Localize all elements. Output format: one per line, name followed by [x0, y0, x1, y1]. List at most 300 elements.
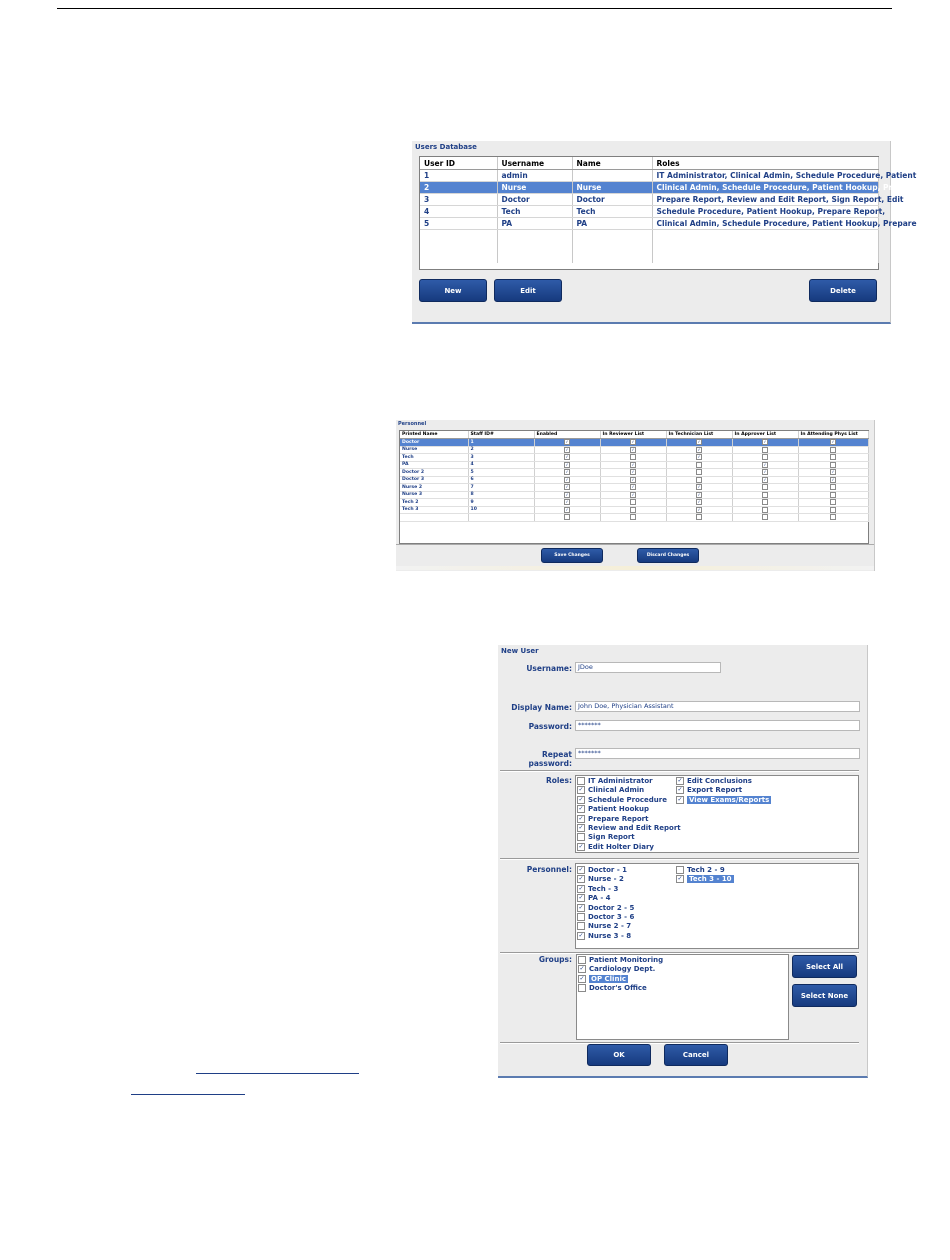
- name-cell: Tech: [572, 206, 652, 218]
- personnel-row[interactable]: [400, 514, 868, 522]
- checkbox-cell: [534, 476, 600, 484]
- role-option[interactable]: [577, 843, 654, 852]
- delete-user-button[interactable]: Delete: [809, 279, 877, 302]
- empty-row: [420, 252, 878, 263]
- personnel-option-label: Tech 2 - 9: [687, 866, 725, 874]
- roles-list[interactable]: [575, 775, 859, 853]
- approver-list-checkbox[interactable]: [762, 507, 768, 513]
- column-header-reviewer-list[interactable]: In Reviewer List: [600, 431, 666, 439]
- checkbox[interactable]: ✓: [578, 894, 584, 902]
- checkbox-cell: [666, 454, 732, 462]
- approver-list-checkbox[interactable]: [762, 492, 768, 498]
- attending-phys-list-checkbox[interactable]: [830, 514, 836, 520]
- technician-list-checkbox[interactable]: [696, 469, 702, 475]
- role-option[interactable]: [577, 786, 644, 795]
- checkbox-cell: [732, 461, 798, 469]
- attending-phys-list-checkbox[interactable]: ✓: [831, 476, 835, 482]
- personnel-row[interactable]: [400, 469, 868, 477]
- empty-cell: [497, 241, 572, 252]
- enabled-checkbox[interactable]: ✓: [565, 469, 569, 474]
- username-input[interactable]: JDoe: [575, 662, 721, 673]
- checkbox-cell: [732, 514, 798, 522]
- group-option[interactable]: [578, 984, 647, 993]
- role-option[interactable]: [676, 786, 742, 795]
- attending-phys-list-checkbox[interactable]: ✓: [831, 439, 835, 444]
- checkbox-cell: [534, 469, 600, 477]
- checkbox-cell: [732, 484, 798, 492]
- attending-phys-list-checkbox[interactable]: [830, 492, 836, 498]
- checkbox-cell: [732, 439, 798, 447]
- checkbox-cell: [534, 446, 600, 454]
- personnel-option-label: PA - 4: [588, 894, 611, 903]
- checkbox-cell: [732, 454, 798, 462]
- roles-cell: IT Administrator, Clinical Admin, Schedule Procedure, Patient: [652, 170, 878, 182]
- personnel-option[interactable]: [577, 875, 624, 884]
- roles-cell: Clinical Admin, Schedule Procedure, Patient Hookup, Prepare: [652, 182, 878, 194]
- checkbox[interactable]: ✓: [578, 866, 584, 873]
- hyperlink-underline[interactable]: [196, 1073, 359, 1074]
- reviewer-list-checkbox[interactable]: ✓: [631, 491, 635, 497]
- personnel-table: [399, 430, 869, 544]
- checkbox-cell: [798, 461, 868, 469]
- checkbox-cell: [600, 506, 666, 514]
- users-table-header: [420, 157, 878, 170]
- staff-id-cell: 1: [468, 439, 534, 447]
- personnel-label: Personnel:: [526, 865, 572, 874]
- reviewer-list-checkbox[interactable]: [630, 499, 636, 505]
- technician-list-checkbox[interactable]: [696, 514, 702, 520]
- reviewer-list-checkbox[interactable]: ✓: [631, 476, 635, 482]
- checkbox-cell: [600, 461, 666, 469]
- reviewer-list-checkbox[interactable]: ✓: [631, 461, 635, 467]
- checkbox[interactable]: ✓: [578, 795, 584, 803]
- checkbox-cell: [600, 484, 666, 492]
- checkbox[interactable]: [577, 913, 585, 921]
- printed-name-cell: PA: [400, 461, 468, 469]
- group-option-label: Doctor's Office: [589, 984, 647, 993]
- role-option-label: Review and Edit Report: [588, 824, 681, 832]
- technician-list-checkbox[interactable]: ✓: [697, 491, 701, 497]
- checkbox-cell: [600, 454, 666, 462]
- empty-cell: [572, 241, 652, 252]
- checkbox-cell: [600, 439, 666, 447]
- technician-list-checkbox[interactable]: ✓: [697, 499, 701, 504]
- checkbox-cell: [798, 439, 868, 447]
- staff-id-cell: 6: [468, 476, 534, 484]
- personnel-row[interactable]: [400, 439, 868, 447]
- checkbox-cell: [798, 469, 868, 477]
- checkbox-cell: [732, 446, 798, 454]
- username-cell: PA: [497, 218, 572, 230]
- checkbox-cell: [798, 484, 868, 492]
- staff-id-cell: 2: [468, 446, 534, 454]
- username-cell: Tech: [497, 206, 572, 218]
- personnel-option-label: Nurse 2 - 7: [588, 922, 632, 931]
- personnel-row[interactable]: [400, 461, 868, 469]
- checkbox-cell: [666, 484, 732, 492]
- group-option[interactable]: [578, 956, 663, 965]
- role-option[interactable]: [577, 805, 649, 814]
- personnel-row[interactable]: [400, 484, 868, 492]
- reviewer-list-checkbox[interactable]: ✓: [631, 469, 635, 474]
- checkbox[interactable]: ✓: [677, 777, 683, 784]
- role-option[interactable]: [577, 777, 653, 786]
- checkbox-cell: [798, 491, 868, 499]
- checkbox[interactable]: ✓: [677, 786, 683, 794]
- attending-phys-list-checkbox[interactable]: [830, 454, 836, 460]
- role-option[interactable]: [577, 796, 667, 805]
- name-cell: [572, 170, 652, 182]
- personnel-option-label: Nurse 3 - 8: [588, 931, 632, 940]
- personnel-row[interactable]: [400, 446, 868, 454]
- roles-label: Roles:: [545, 776, 572, 785]
- checkbox-cell: [534, 484, 600, 492]
- column-header-technician-list[interactable]: In Technician List: [666, 431, 732, 439]
- enabled-checkbox[interactable]: ✓: [565, 454, 569, 459]
- role-option-label: Clinical Admin: [588, 786, 645, 795]
- checkbox-cell: [534, 506, 600, 514]
- attending-phys-list-checkbox[interactable]: [830, 447, 836, 453]
- approver-list-checkbox[interactable]: ✓: [763, 461, 767, 467]
- roles-cell: Schedule Procedure, Patient Hookup, Prepare Report,: [652, 206, 878, 218]
- personnel-option[interactable]: [577, 932, 631, 941]
- user-id-cell: 2: [420, 182, 497, 194]
- checkbox[interactable]: [577, 833, 585, 841]
- personnel-option[interactable]: [577, 913, 634, 922]
- checkbox[interactable]: [577, 777, 585, 785]
- checkbox-cell: [732, 491, 798, 499]
- discard-changes-button[interactable]: Discard Changes: [637, 548, 699, 563]
- checkbox-cell: [666, 514, 732, 522]
- reviewer-list-checkbox[interactable]: [630, 507, 636, 513]
- reviewer-list-checkbox[interactable]: ✓: [631, 446, 635, 452]
- role-option-label: IT Administrator: [588, 777, 653, 785]
- username-cell: Nurse: [497, 182, 572, 194]
- personnel-footer: [396, 544, 874, 567]
- checkbox-cell: [666, 499, 732, 507]
- staff-id-cell: 3: [468, 454, 534, 462]
- printed-name-cell: Doctor 3: [400, 476, 468, 484]
- personnel-option[interactable]: [676, 866, 725, 875]
- checkbox[interactable]: [676, 866, 684, 874]
- enabled-checkbox[interactable]: ✓: [565, 506, 569, 512]
- checkbox-cell: [666, 446, 732, 454]
- enabled-checkbox[interactable]: ✓: [565, 484, 569, 489]
- checkbox-cell: [798, 506, 868, 514]
- role-option[interactable]: [676, 777, 752, 786]
- enabled-checkbox[interactable]: ✓: [565, 499, 569, 504]
- technician-list-checkbox[interactable]: ✓: [697, 454, 701, 459]
- empty-cell: [420, 230, 497, 242]
- checkbox-cell: [600, 446, 666, 454]
- empty-cell: [497, 252, 572, 263]
- display-name-input[interactable]: John Doe, Physician Assistant: [575, 701, 860, 712]
- printed-name-cell: Nurse 2: [400, 484, 468, 492]
- checkbox-cell: [600, 469, 666, 477]
- personnel-option-label: Doctor - 1: [588, 866, 628, 874]
- checkbox[interactable]: [577, 922, 585, 930]
- column-header-enabled[interactable]: Enabled: [534, 431, 600, 439]
- username-cell: Doctor: [497, 194, 572, 206]
- technician-list-checkbox[interactable]: ✓: [697, 439, 701, 444]
- personnel-option[interactable]: [577, 904, 634, 913]
- checkbox-cell: [732, 469, 798, 477]
- users-table: [419, 156, 917, 270]
- repeat-password-label: Repeat password:: [528, 750, 572, 768]
- checkbox[interactable]: ✓: [578, 805, 584, 813]
- checkbox-cell: [798, 454, 868, 462]
- roles-cell: Prepare Report, Review and Edit Report, Sign Report, Edit: [652, 194, 878, 206]
- checkbox-cell: [666, 506, 732, 514]
- personnel-list[interactable]: [575, 863, 859, 949]
- checkbox-cell: [534, 454, 600, 462]
- password-label: Password:: [528, 722, 572, 731]
- checkbox-cell: [798, 476, 868, 484]
- checkbox[interactable]: ✓: [578, 824, 584, 831]
- reviewer-list-checkbox[interactable]: [630, 514, 636, 520]
- user-id-cell: 3: [420, 194, 497, 206]
- printed-name-cell: Tech: [400, 454, 468, 462]
- enabled-checkbox[interactable]: ✓: [565, 446, 569, 452]
- checkbox[interactable]: ✓: [579, 965, 585, 973]
- checkbox-cell: [534, 514, 600, 522]
- empty-cell: [572, 252, 652, 263]
- role-option-label: Schedule Procedure: [588, 795, 667, 804]
- staff-id-cell: 4: [468, 461, 534, 469]
- role-option-label: View Exams/Reports: [689, 795, 770, 804]
- user-row[interactable]: [420, 194, 878, 206]
- role-option[interactable]: [577, 833, 635, 842]
- reviewer-list-checkbox[interactable]: ✓: [631, 439, 635, 444]
- groups-list[interactable]: [576, 954, 789, 1040]
- column-header-staff-id[interactable]: Staff ID#: [468, 431, 534, 439]
- attending-phys-list-checkbox[interactable]: [830, 462, 836, 468]
- printed-name-cell: [400, 514, 468, 522]
- enabled-checkbox[interactable]: [564, 514, 570, 520]
- separator: [500, 858, 859, 860]
- checkbox-cell: [666, 469, 732, 477]
- separator: [500, 770, 859, 772]
- checkbox[interactable]: ✓: [578, 875, 584, 883]
- personnel-option[interactable]: [577, 885, 618, 894]
- checkbox-cell: [534, 491, 600, 499]
- username-label: Username:: [526, 664, 572, 673]
- password-input[interactable]: *******: [575, 720, 860, 731]
- user-id-cell: 4: [420, 206, 497, 218]
- new-user-dialog: [498, 645, 868, 1078]
- checkbox-cell: [732, 499, 798, 507]
- checkbox[interactable]: ✓: [578, 884, 584, 892]
- checkbox-cell: [666, 476, 732, 484]
- empty-cell: [497, 230, 572, 242]
- technician-list-checkbox[interactable]: ✓: [697, 484, 701, 489]
- group-option[interactable]: [578, 975, 628, 984]
- attending-phys-list-checkbox[interactable]: [830, 484, 836, 490]
- save-changes-button[interactable]: Save Changes: [541, 548, 603, 563]
- name-cell: Nurse: [572, 182, 652, 194]
- hyperlink-underline[interactable]: [131, 1094, 245, 1095]
- personnel-title: Personnel: [398, 421, 427, 427]
- name-cell: Doctor: [572, 194, 652, 206]
- approver-list-checkbox[interactable]: ✓: [763, 439, 767, 444]
- staff-id-cell: 8: [468, 491, 534, 499]
- personnel-bottom-strip: [396, 566, 874, 570]
- attending-phys-list-checkbox[interactable]: [830, 499, 836, 505]
- select-none-button[interactable]: Select None: [792, 984, 857, 1007]
- checkbox[interactable]: ✓: [578, 814, 584, 822]
- roles-cell: Clinical Admin, Schedule Procedure, Patient Hookup, Prepare: [652, 218, 878, 230]
- new-user-button[interactable]: New: [419, 279, 487, 302]
- column-header-attending-phys-list[interactable]: In Attending Phys List: [798, 431, 868, 439]
- users-database-panel: [412, 141, 917, 324]
- personnel-option-label: Tech - 3: [588, 884, 619, 893]
- approver-list-checkbox[interactable]: [762, 447, 768, 453]
- checkbox[interactable]: ✓: [578, 903, 584, 911]
- staff-id-cell: 10: [468, 506, 534, 514]
- checkbox[interactable]: ✓: [677, 875, 683, 883]
- user-row[interactable]: [420, 182, 878, 194]
- checkbox-cell: [798, 446, 868, 454]
- printed-name-cell: Doctor 2: [400, 469, 468, 477]
- technician-list-checkbox[interactable]: ✓: [697, 506, 701, 512]
- personnel-row[interactable]: [400, 454, 868, 462]
- checkbox-cell: [666, 439, 732, 447]
- checkbox[interactable]: ✓: [578, 931, 584, 939]
- personnel-option-label: Doctor 3 - 6: [588, 913, 635, 921]
- empty-cell: [572, 230, 652, 242]
- personnel-row[interactable]: [400, 506, 868, 514]
- checkbox-cell: [534, 499, 600, 507]
- ok-button[interactable]: OK: [587, 1044, 651, 1066]
- role-option[interactable]: [577, 824, 681, 833]
- personnel-row[interactable]: [400, 476, 868, 484]
- enabled-checkbox[interactable]: ✓: [565, 461, 569, 467]
- staff-id-cell: 7: [468, 484, 534, 492]
- checkbox[interactable]: ✓: [579, 974, 585, 982]
- checkbox-cell: [732, 476, 798, 484]
- checkbox-cell: [534, 439, 600, 447]
- empty-cell: [420, 241, 497, 252]
- personnel-option-label: Nurse - 2: [588, 875, 624, 884]
- attending-phys-list-checkbox[interactable]: [830, 507, 836, 513]
- personnel-option[interactable]: [577, 866, 627, 875]
- checkbox-cell: [600, 499, 666, 507]
- column-header-approver-list[interactable]: In Approver List: [732, 431, 798, 439]
- cancel-button[interactable]: Cancel: [664, 1044, 728, 1066]
- checkbox-cell: [534, 461, 600, 469]
- empty-cell: [420, 252, 497, 263]
- technician-list-checkbox[interactable]: [696, 477, 702, 483]
- personnel-option-label: Doctor 2 - 5: [588, 903, 635, 912]
- column-header-user-id[interactable]: User ID: [420, 157, 497, 170]
- personnel-option[interactable]: [577, 894, 611, 903]
- checkbox[interactable]: ✓: [578, 786, 584, 794]
- select-all-button[interactable]: Select All: [792, 955, 857, 978]
- enabled-checkbox[interactable]: ✓: [565, 476, 569, 482]
- role-option[interactable]: [676, 796, 771, 805]
- enabled-checkbox[interactable]: ✓: [565, 439, 569, 444]
- new-user-title: New User: [501, 647, 539, 655]
- checkbox-cell: [600, 476, 666, 484]
- personnel-table-header: [400, 431, 868, 439]
- group-option[interactable]: [578, 965, 655, 974]
- reviewer-list-checkbox[interactable]: ✓: [631, 484, 635, 489]
- technician-list-checkbox[interactable]: ✓: [697, 446, 701, 452]
- checkbox[interactable]: ✓: [578, 842, 584, 850]
- approver-list-checkbox[interactable]: [762, 454, 768, 460]
- repeat-password-input[interactable]: *******: [575, 748, 860, 759]
- user-row[interactable]: [420, 218, 878, 230]
- enabled-checkbox[interactable]: ✓: [565, 491, 569, 497]
- user-id-cell: 5: [420, 218, 497, 230]
- staff-id-cell: [468, 514, 534, 522]
- role-option-label: Edit Holter Diary: [588, 842, 654, 851]
- column-header-roles[interactable]: Roles: [652, 157, 878, 170]
- role-option-label: Sign Report: [588, 833, 635, 842]
- column-header-name[interactable]: Name: [572, 157, 652, 170]
- username-cell: admin: [497, 170, 572, 182]
- empty-cell: [652, 252, 878, 263]
- empty-row: [420, 241, 878, 252]
- printed-name-cell: Nurse: [400, 446, 468, 454]
- personnel-option[interactable]: [676, 875, 734, 884]
- approver-list-checkbox[interactable]: [762, 499, 768, 505]
- empty-row: [420, 230, 878, 242]
- personnel-row[interactable]: [400, 491, 868, 499]
- role-option-label: Export Report: [687, 786, 743, 795]
- printed-name-cell: Doctor: [400, 439, 468, 447]
- role-option-label: Edit Conclusions: [687, 777, 752, 785]
- technician-list-checkbox[interactable]: [696, 462, 702, 468]
- page-header-rule: [57, 8, 892, 9]
- group-option-label: Cardiology Dept.: [589, 965, 656, 974]
- staff-id-cell: 9: [468, 499, 534, 507]
- approver-list-checkbox[interactable]: [762, 514, 768, 520]
- approver-list-checkbox[interactable]: [762, 484, 768, 490]
- personnel-panel: [396, 420, 875, 571]
- checkbox[interactable]: ✓: [677, 795, 683, 803]
- attending-phys-list-checkbox[interactable]: ✓: [831, 469, 835, 474]
- groups-label: Groups:: [538, 955, 572, 964]
- printed-name-cell: Tech 3: [400, 506, 468, 514]
- user-row[interactable]: [420, 170, 878, 182]
- group-option-label: OP Clinic: [591, 974, 626, 983]
- column-header-printed-name[interactable]: Printed Name: [400, 431, 468, 439]
- empty-cell: [652, 241, 878, 252]
- column-header-username[interactable]: Username: [497, 157, 572, 170]
- role-option[interactable]: [577, 815, 648, 824]
- checkbox[interactable]: [578, 956, 586, 964]
- checkbox-cell: [600, 514, 666, 522]
- printed-name-cell: Tech 2: [400, 499, 468, 507]
- user-row[interactable]: [420, 206, 878, 218]
- personnel-row[interactable]: [400, 499, 868, 507]
- approver-list-checkbox[interactable]: ✓: [763, 469, 767, 474]
- reviewer-list-checkbox[interactable]: [630, 454, 636, 460]
- role-option-label: Patient Hookup: [588, 805, 650, 814]
- personnel-option[interactable]: [577, 922, 631, 931]
- edit-user-button[interactable]: Edit: [494, 279, 562, 302]
- checkbox-cell: [666, 461, 732, 469]
- display-name-label: Display Name:: [511, 703, 572, 712]
- user-id-cell: 1: [420, 170, 497, 182]
- staff-id-cell: 5: [468, 469, 534, 477]
- checkbox-cell: [600, 491, 666, 499]
- checkbox[interactable]: [578, 984, 586, 992]
- approver-list-checkbox[interactable]: ✓: [763, 476, 767, 482]
- checkbox-cell: [798, 499, 868, 507]
- printed-name-cell: Nurse 3: [400, 491, 468, 499]
